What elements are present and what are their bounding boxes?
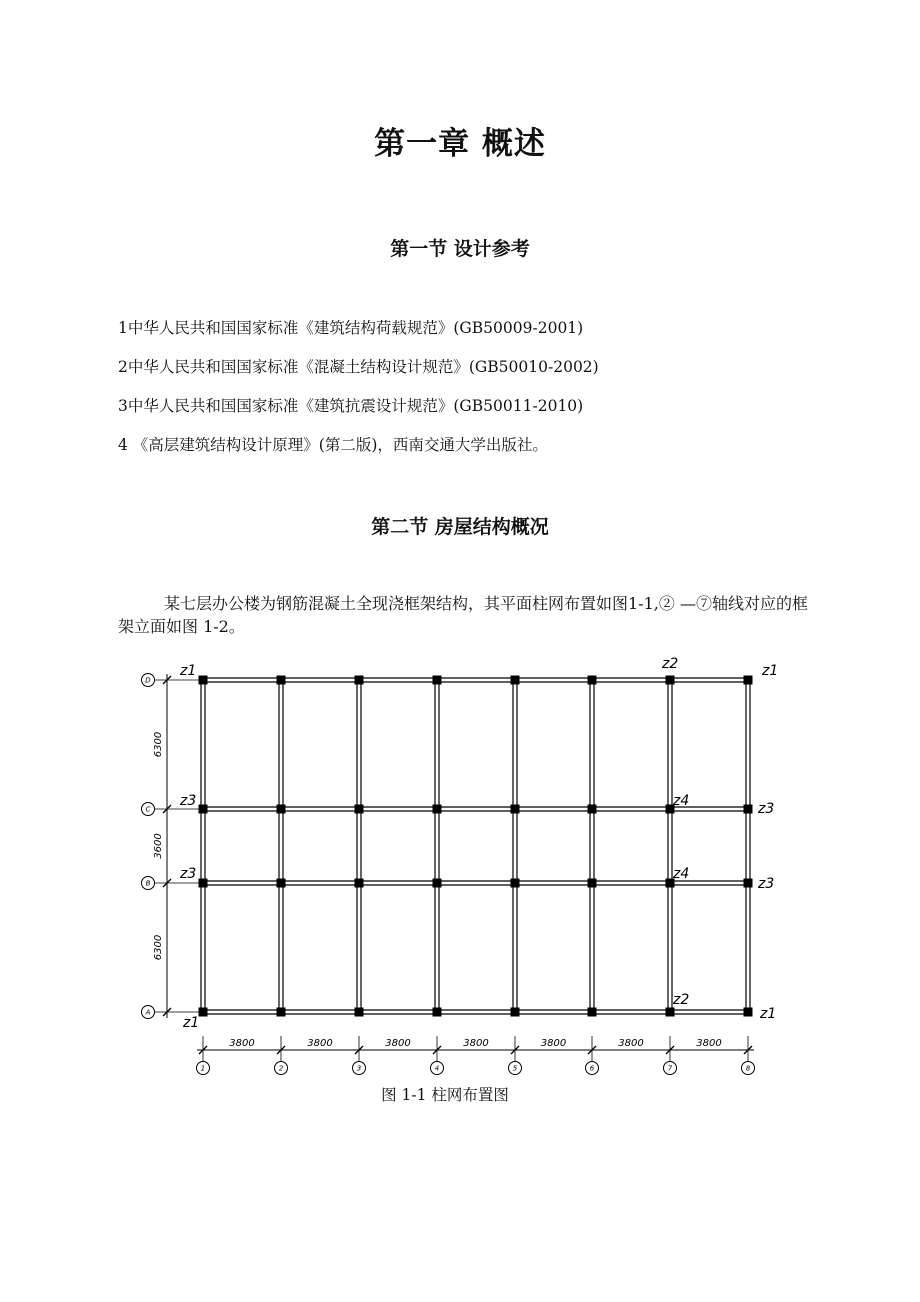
column-spacing-label: 3800 xyxy=(307,1038,333,1049)
section-title-building-overview: 第二节 房屋结构概况 xyxy=(371,516,549,538)
column-marker xyxy=(199,805,208,814)
column-marker xyxy=(433,805,442,814)
column-marker xyxy=(277,805,286,814)
column-marker xyxy=(588,879,597,888)
column-marker xyxy=(666,1008,675,1017)
column-label-b-col7: z4 xyxy=(673,866,690,882)
column-axis-label: 6 xyxy=(589,1064,595,1073)
column-label-b-right: z3 xyxy=(758,876,775,892)
column-label-d-left: z1 xyxy=(180,663,197,679)
column-marker xyxy=(433,676,442,685)
column-marker xyxy=(199,879,208,888)
column-marker xyxy=(744,805,753,814)
column-marker xyxy=(355,676,364,685)
dimension-lines xyxy=(153,674,754,1062)
row-axis-label: A xyxy=(145,1008,151,1017)
column-spacing-label: 3800 xyxy=(540,1038,567,1049)
column-marker xyxy=(355,1008,364,1017)
column-label-d-right: z1 xyxy=(762,663,779,679)
row-axis-label: B xyxy=(145,879,151,888)
column-marker xyxy=(511,805,520,814)
column-marker xyxy=(277,676,286,685)
column-marker xyxy=(588,1008,597,1017)
column-marker xyxy=(744,879,753,888)
column-spacing-label: 3800 xyxy=(696,1038,722,1049)
beam-grid xyxy=(201,678,750,1014)
column-markers xyxy=(199,676,753,1017)
column-marker xyxy=(744,676,753,685)
column-marker xyxy=(511,1008,520,1017)
column-axis-label: 5 xyxy=(512,1064,518,1073)
column-spacing-label: 3800 xyxy=(385,1038,411,1049)
column-label-a-col7: z2 xyxy=(673,992,690,1008)
chapter-title: 第一章 概述 xyxy=(374,126,546,162)
column-axis-label: 1 xyxy=(200,1064,206,1073)
column-marker xyxy=(355,879,364,888)
row-spacing-label: 6300 xyxy=(153,934,164,961)
column-label-b-left: z3 xyxy=(180,866,197,882)
column-label-a-right: z1 xyxy=(760,1006,777,1022)
column-label-c-col7: z4 xyxy=(673,793,690,809)
column-label-c-right: z3 xyxy=(758,801,775,817)
column-marker xyxy=(511,676,520,685)
column-spacing-label: 3800 xyxy=(463,1038,489,1049)
reference-item: 2中华人民共和国国家标准《混凝土结构设计规范》(GB50010-2002) xyxy=(118,358,599,376)
column-marker xyxy=(277,879,286,888)
column-axis-label: 4 xyxy=(434,1064,440,1073)
reference-item: 4 《高层建筑结构设计原理》(第二版)，西南交通大学出版社。 xyxy=(118,436,548,454)
column-spacing-label: 3800 xyxy=(229,1038,255,1049)
column-grid-plan xyxy=(130,650,790,1082)
row-axis-label: D xyxy=(145,676,151,685)
column-marker xyxy=(588,676,597,685)
column-marker xyxy=(355,805,364,814)
column-axis-label: 8 xyxy=(745,1064,751,1073)
column-label-d-col7: z2 xyxy=(662,656,679,672)
column-label-a-left: z1 xyxy=(183,1015,200,1031)
reference-item: 1中华人民共和国国家标准《建筑结构荷载规范》(GB50009-2001) xyxy=(118,319,584,337)
column-spacing-label: 3800 xyxy=(618,1038,644,1049)
row-spacing-label: 3600 xyxy=(153,833,164,859)
overview-paragraph xyxy=(118,592,808,638)
column-marker xyxy=(199,676,208,685)
column-marker xyxy=(511,879,520,888)
reference-list xyxy=(118,318,599,474)
overview-text: 某七层办公楼为钢筋混凝土全现浇框架结构，其平面柱网布置如图1-1,② —⑦轴线对应的框架立面如图 1-2。 xyxy=(118,594,808,636)
column-marker xyxy=(666,676,675,685)
column-axis-label: 7 xyxy=(667,1064,673,1073)
column-axis-label: 3 xyxy=(356,1064,362,1073)
column-marker xyxy=(433,879,442,888)
column-marker xyxy=(744,1008,753,1017)
column-marker xyxy=(199,1008,208,1017)
column-axis-label: 2 xyxy=(278,1064,284,1073)
column-marker xyxy=(433,1008,442,1017)
column-marker xyxy=(588,805,597,814)
row-spacing-label: 6300 xyxy=(153,731,164,758)
column-label-c-left: z3 xyxy=(180,793,197,809)
row-axis-label: C xyxy=(145,805,151,814)
column-marker xyxy=(277,1008,286,1017)
figure-caption: 图 1-1 柱网布置图 xyxy=(381,1086,509,1104)
reference-item: 3中华人民共和国国家标准《建筑抗震设计规范》(GB50011-2010) xyxy=(118,397,584,415)
section-title-design-references: 第一节 设计参考 xyxy=(390,238,530,260)
